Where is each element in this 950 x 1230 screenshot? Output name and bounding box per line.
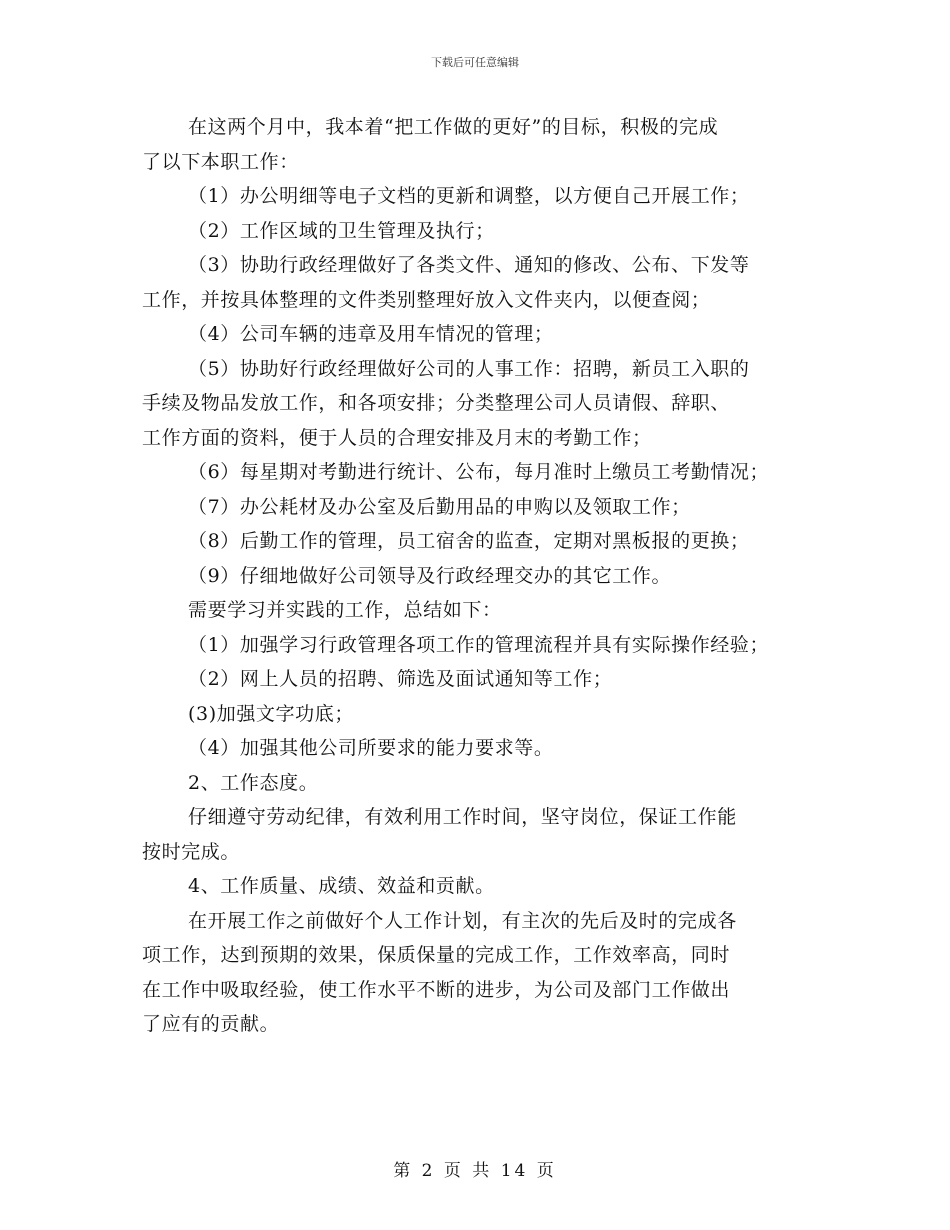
page-header: 下载后可任意编辑 xyxy=(431,56,519,69)
list-item: （5）协助好行政经理做好公司的人事工作：招聘，新员工入职的 xyxy=(188,357,750,380)
list-item: （2）工作区域的卫生管理及执行； xyxy=(188,219,495,242)
list-item: （4）公司车辆的违章及用车情况的管理； xyxy=(188,323,554,345)
document-body xyxy=(142,110,812,1042)
section-intro: 需要学习并实践的工作，总结如下： xyxy=(188,599,502,621)
list-item: （8）后勤工作的管理，员工宿舍的监查，定期对黑板报的更换； xyxy=(188,530,750,552)
page-footer: 第 2 页 共 14 页 xyxy=(393,1161,557,1181)
paragraph-line: 按时完成。 xyxy=(142,840,241,863)
paragraph-line: 了以下本职工作： xyxy=(142,150,299,173)
paragraph-line: 工作，并按具体整理的文件类别整理好放入文件夹内，以便查阅； xyxy=(142,288,711,311)
list-item: （1）加强学习行政管理各项工作的管理流程并具有实际操作经验； xyxy=(188,633,770,656)
paragraph-line: 了应有的贡献。 xyxy=(142,1013,280,1035)
list-item: （9）仔细地做好公司领导及行政经理交办的其它工作。 xyxy=(188,564,672,587)
list-item: （4）加强其他公司所要求的能力要求等。 xyxy=(188,737,554,759)
list-item: （1）办公明细等电子文档的更新和调整，以方便自己开展工作； xyxy=(188,185,750,207)
list-item: （6）每星期对考勤进行统计、公布，每月准时上缴员工考勤情况； xyxy=(188,461,770,483)
list-item: （7）办公耗材及办公室及后勤用品的申购以及领取工作； xyxy=(188,495,691,518)
paragraph-line: 项工作，达到预期的效果，保质保量的完成工作，工作效率高，同时 xyxy=(142,944,731,966)
list-item: (3)加强文字功底； xyxy=(188,702,354,725)
paragraph-line: 工作方面的资料，便于人员的合理安排及月末的考勤工作； xyxy=(142,426,652,449)
paragraph-line: 在开展工作之前做好个人工作计划，有主次的先后及时的完成各 xyxy=(188,909,737,932)
list-item: （3）协助行政经理做好了各类文件、通知的修改、公布、下发等 xyxy=(188,254,750,276)
paragraph-line: 仔细遵守劳动纪律，有效利用工作时间，坚守岗位，保证工作能 xyxy=(188,806,737,828)
paragraph-line: 在工作中吸取经验，使工作水平不断的进步，为公司及部门工作做出 xyxy=(142,978,731,1001)
section-heading: 4、工作质量、成绩、效益和贡献。 xyxy=(188,875,495,897)
paragraph-line: 在这两个月中，我本着“把工作做的更好”的目标，积极的完成 xyxy=(188,116,719,138)
list-item: （2）网上人员的招聘、筛选及面试通知等工作； xyxy=(188,668,613,690)
section-heading: 2、工作态度。 xyxy=(188,771,319,794)
paragraph-line: 手续及物品发放工作，和各项安排；分类整理公司人员请假、辞职、 xyxy=(142,392,731,414)
